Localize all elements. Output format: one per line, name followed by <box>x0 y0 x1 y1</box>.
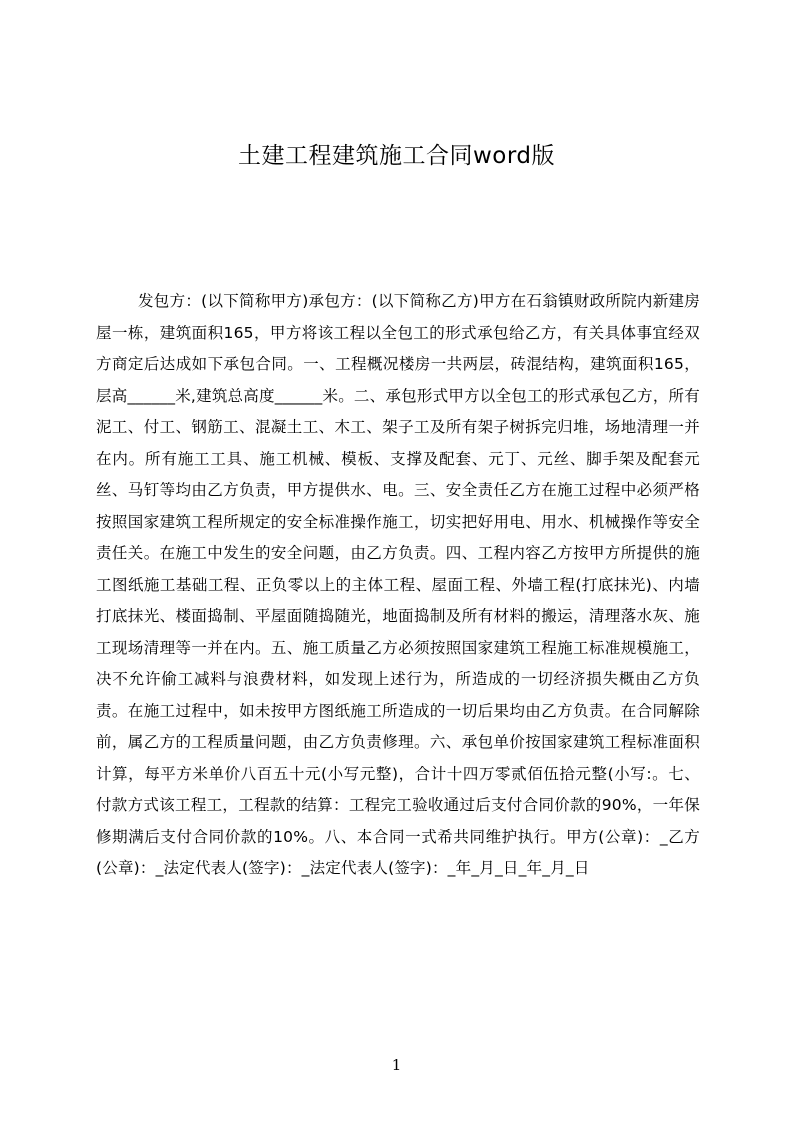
contract-body-paragraph: 发包方：(以下简称甲方)承包方：(以下简称乙方)甲方在石翁镇财政所院内新建房屋一栋，建筑面积165，甲方将该工程以全包工的形式承包给乙方，有关具体事宜经双方商定后达成如下承包合同。一、工程概况楼房一共两层，砖混结构，建筑面积165，层高______米,建筑总高度______米。二、承包形式甲方以全包工的形式承包乙方，所有泥工、付工、钢筋工、混凝土工、木工、架子工及所有架子树拆完归堆，场地清理一并在内。所有施工工具、施工机械、模板、支撑及配套、元丁、元丝、脚手架及配套元丝、马钉等均由乙方负责，甲方提供水、电。三、安全责任乙方在施工过程中必须严格按照国家建筑工程所规定的安全标准操作施工，切实把好用电、用水、机械操作等安全责任关。在施工中发生的安全问题，由乙方负责。四、工程内容乙方按甲方所提供的施工图纸施工基础工程、正负零以上的主体工程、屋面工程、外墙工程(打底抹光)、内墙打底抹光、楼面捣制、平屋面随捣随光，地面捣制及所有材料的搬运，清理落水灰、施工现场清理等一并在内。五、施工质量乙方必须按照国家建筑工程施工标准规模施工，决不允许偷工减料与浪费材料，如发现上述行为，所造成的一切经济损失概由乙方负责。在施工过程中，如未按甲方图纸施工所造成的一切后果均由乙方负责。在合同解除前，属乙方的工程质量问题，由乙方负责修理。六、承包单价按国家建筑工程标准面积计算，每平方米单价八百五十元(小写元整)，合计十四万零贰佰伍拾元整(小写:。七、付款方式该工程工，工程款的结算：工程完工验收通过后支付合同价款的90%，一年保修期满后支付合同价款的10%。八、本合同一式希共同维护执行。甲方(公章)：_乙方(公章)：_法定代表人(签字)：_法定代表人(签字)：_年_月_日_年_月_日 <box>96 292 700 877</box>
page-number: 1 <box>391 1056 402 1074</box>
document-title: 土建工程建筑施工合同word版 <box>237 143 556 169</box>
